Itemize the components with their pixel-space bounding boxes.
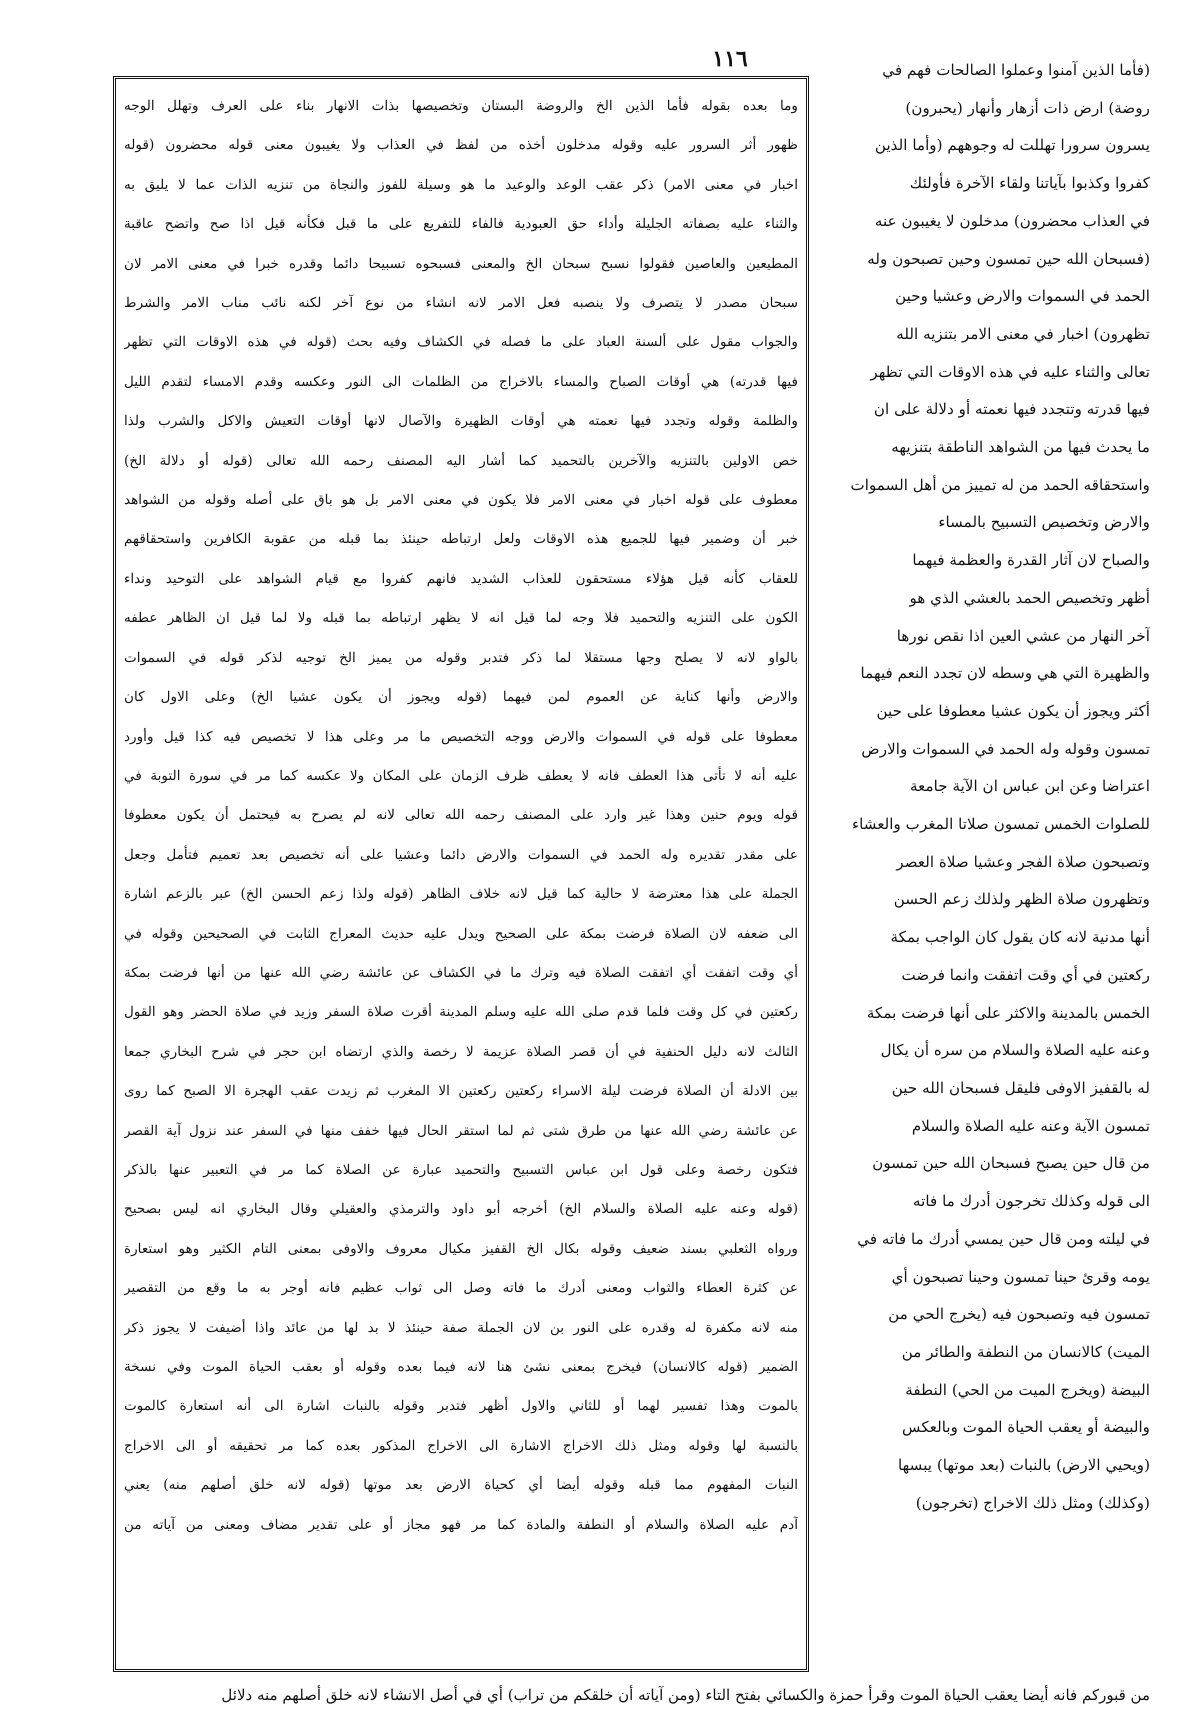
margin-line: وعنه عليه الصلاة والسلام من سره أن يكال [880,1041,1150,1060]
bottom-line: من قبوركم فانه أيضا يعقب الحياة الموت وقرأ حمزة والكسائي بفتح التاء (ومن آياته أن خلقكم من تراب) أي في أصل الانشاء لانه خلق أصلهم منه دلائل [221,1686,1150,1704]
commentary-line: آدم عليه الصلاة والسلام أو النطفة والمادة كما مر فهو مجاز أو على تقدير مضاف ومعنى من آياته من [124,1516,798,1533]
commentary-line: خص الاولين بالتنزيه والآخرين بالتحميد كما أشار اليه المصنف رحمه الله تعالى (قوله أو دلالة الخ) [124,452,798,469]
commentary-line: ورواه الثعلبي بسند ضعيف وقوله بكال الخ القفيز مكيال معروف والاوفى بمعنى التام الكثير وهو استعارة [124,1240,798,1257]
margin-line: له بالقفيز الاوفى فليقل فسبحان الله حين [891,1078,1150,1097]
commentary-line: بالواو لانه لا يصلح وجها مستقلا لما ذكر فتدبر وقوله من يميز الخ توجيه لذكر قوله في السموات [124,649,798,666]
commentary-text [124,87,798,1665]
commentary-line: معطوفا على قوله في السموات والارض ووجه التخصيص ما مر وعلى هذا لا تخصيص فيه كذا قيل وأورد [124,728,798,745]
margin-line: أكثر ويجوز أن يكون عشيا معطوفا على حين [876,701,1150,720]
commentary-line: والجواب مقول على ألسنة العباد على ما فصله في الكشاف وفيه بحث (قوله في هذه الاوقات التي تظهر [124,334,798,351]
margin-text [820,52,1150,1672]
margin-line: آخر النهار من عشي العين اذا نقص نورها [896,626,1150,645]
commentary-line: منه لانه مكفرة له وقدره على النور بن لان الجملة صفة حينئذ لا بد لها من عائد واذا أضيفت لا يجوز ذكر [124,1319,798,1336]
commentary-line: سبحان مصدر لا يتصرف ولا ينصبه فعل الامر لانه انشاء من نوع آخر لكنه نائب مناب الامر والشرط [124,295,798,312]
commentary-line: الثالث لانه دليل الحنفية في أن قصر الصلاة عزيمة لا رخصة والذي ارتضاه ابن حجر في شرح البخاري جمعا [124,1043,798,1060]
commentary-line: فيها قدرته) هي أوقات الصباح والمساء بالاخراج من الظلمات الى النور وعكسه وقدم الامساء لتقدم الليل [124,373,798,390]
page-number: ١١٦ [712,46,748,72]
margin-line: في العذاب محضرون) مدخلون لا يغيبون عنه [874,211,1150,230]
commentary-line: الجملة على هذا معترضة لا حالية كما قيل لانه خلاف الظاهر (قوله ولذا زعم الحسن الخ) عبر بالزعم اشارة [124,886,798,903]
commentary-frame [113,76,809,1672]
commentary-line: ركعتين في كل وقت فلما قدم صلى الله عليه وسلم المدينة أقرت صلاة السفر وزيد في صلاة الحضر وهو القول [124,1004,798,1021]
margin-line: والصباح لان آثار القدرة والعظمة فيهما [912,551,1150,570]
margin-line: وتصبحون صلاة الفجر وعشيا صلاة العصر [896,852,1150,871]
commentary-line: الكون على التنزيه والتحميد فلا وجه لما قيل انه لا يظهر ارتباطه بما قبله ولا لما قيل ان الظاهر عطفه [124,610,798,627]
margin-line: (وكذلك) ومثل ذلك الاخراج (تخرجون) [915,1493,1150,1512]
commentary-line: على مقدر تقديره وله الحمد في السموات والارض دائما وعشيا على أنه تخصيص بعد تعميم فتأمل وجعل [124,846,798,863]
margin-line: والظهيرة التي هي وسطه لان تجدد النعم فيهما [860,664,1150,683]
margin-line: اعتراضا وعن ابن عباس ان الآية جامعة [910,777,1150,796]
commentary-line: والظلمة وقوله وتجدد فيها نعمته هي أوقات الظهيرة والآصال لانها أوقات التعيش والاكل والشرب ولذا [124,413,798,430]
margin-line: الخمس بالمدينة والاكثر على أنها فرضت بمكة [866,1003,1150,1022]
commentary-line: عليه أنه لا تأتى هذا العطف فانه لا يعطف ظرف الزمان على المكان ولا عكسه كما مر في سورة التوبة في [124,767,798,784]
margin-line: (فسبحان الله حين تمسون وحين تصبحون وله [867,249,1150,268]
commentary-line: ظهور أثر السرور عليه وقوله مدخلون أخذه من لفظ في العذاب ولا يغيبون معنى قوله محضرون (قوله [124,137,798,154]
margin-line: في ليلته ومن قال حين يمسي أدرك ما فاته في [857,1229,1150,1248]
margin-line: الميت) كالانسان من النطفة والطائر من [901,1342,1150,1361]
commentary-line: اخبار في معنى الامر) ذكر عقب الوعد والوعيد ما هو وسيلة للفوز والنجاة من تنزيه الذات عما لا يليق به [124,176,798,193]
margin-line: أنها مدنية لانه كان يقول كان الواجب بمكة [890,928,1150,947]
commentary-line: بين الادلة أن الصلاة فرضت ليلة الاسراء ركعتين ركعتين الا المغرب ثم زيدت عقب الهجرة الا الصبح كما روى [124,1083,798,1100]
commentary-line: (قوله وعنه عليه الصلاة والسلام الخ) أخرجه أبو داود والترمذي والعقيلي وقال البخاري انه ليس بصحيح [124,1201,798,1218]
commentary-line: عن كثرة العطاء والثواب ومعنى أدرك ما فاته وصل الى ثواب عظيم فانه أوجر به ما وقع من التقصير [124,1280,798,1297]
commentary-line: والثناء عليه بصفاته الجليلة وأداء حق العبودية فالفاء للتفريع على ما قبل فكأنه قيل اذا صح واتضح عاقبة [124,216,798,233]
margin-line: ما يحدث فيها من الشواهد الناطقة بتنزيهه [891,438,1150,457]
margin-line: الى قوله وكذلك تخرجون أدرك ما فاته [913,1192,1150,1211]
margin-line: يومه وقرئ حينا تمسون وحينا تصبحون أي [891,1267,1150,1286]
commentary-line: النبات المفهوم مما قبله وقوله أيضا أي كحياة الارض بعد موتها (قوله لانه خلق أصلهم منه) يعني [124,1477,798,1494]
margin-line: وتظهرون صلاة الظهر ولذلك زعم الحسن [893,890,1150,909]
margin-line: البيضة (ويخرج الميت من الحي) النطفة [905,1380,1150,1399]
margin-line: تعالى والثناء عليه في هذه الاوقات التي تظهر [870,362,1150,381]
margin-line: يسرون سرورا تهللت له وجوههم (وأما الذين [874,136,1150,155]
margin-line: والبيضة أو يعقب الحياة الموت وبالعكس [902,1418,1150,1437]
commentary-line: والارض وأنها كناية عن العموم لمن فيهما (قوله ويجوز أن يكون عشيا الخ) وعلى الاول كان [124,689,798,706]
commentary-line: معطوف على قوله اخبار في معنى الامر فلا يكون في معنى الامر بل هو باق على أصله وقوله من الشواهد [124,492,798,509]
margin-line: روضة) ارض ذات أزهار وأنهار (يحبرون) [905,98,1150,117]
margin-line: كفروا وكذبوا بآياتنا ولقاء الآخرة فأولئك [909,174,1150,193]
margin-line: والارض وتخصيص التسبيح بالمساء [938,513,1150,532]
margin-line: أظهر وتخصيص الحمد بالعشي الذي هو [909,588,1150,607]
margin-line: من قال حين يصبح فسبحان الله حين تمسون [872,1154,1150,1173]
commentary-line: خبر أن وضمير فيها للجميع هذه الاوقات ولعل ارتباطه حينئذ بما قبله من عقوبة الكافرين واستحقاقهم [124,531,798,548]
commentary-line: قوله ويوم حنين وهذا غير وارد على المصنف رحمه الله تعالى لانه لم يصرح به فيحتمل أن يكون معطوفا [124,807,798,824]
margin-line: واستحقاقه الحمد من له تمييز من أهل السموات [850,475,1150,494]
commentary-line: بالموت وهذا تفسير لهما أو للثاني والاول أظهر فتدبر وقوله بالنبات اشارة الى أنه استعارة كالموت [124,1398,798,1415]
commentary-line: الى ضعفه لان الصلاة فرضت بمكة على الصحيح ويدل عليه حديث المعراج الثابت في الصحيحين وقوله في [124,925,798,942]
margin-line: تمسون فيه وتصبحون فيه (يخرج الحي من [888,1305,1150,1324]
margin-line: (ويحيي الارض) بالنبات (بعد موتها) يبسها [898,1456,1150,1475]
margin-line: فيها قدرته وتتجدد فيها نعمته أو دلالة على ان [873,400,1150,419]
commentary-line: عن عائشة رضي الله عنها من طرق شتى ثم لما استقر الحال فيها خفف منها في السفر عند نزول آية القصر [124,1122,798,1139]
margin-line: ركعتين في أي وقت اتفقت وانما فرضت [901,965,1150,984]
margin-line: (فأما الذين آمنوا وعملوا الصالحات فهم في [882,61,1150,79]
commentary-line: الضمير (قوله كالانسان) فيخرج بمعنى نشئ هنا لانه فيما بعده وقوله أو بعقب الحياة الموت وفي نسخة [124,1359,798,1375]
margin-line: للصلوات الخمس تمسون صلاتا المغرب والعشاء [852,815,1150,834]
commentary-line: للعقاب كأنه قيل هؤلاء مستحقون للعذاب الشديد فانهم كفروا مع قيام الشواهد على التوحيد ونداء [124,570,798,587]
commentary-line: بالنسبة لها وقوله ومثل ذلك الاخراج الاشارة الى الاخراج المذكور بعده كما مر تحقيقه أو الى الاخراج [124,1437,798,1454]
margin-line: تمسون الآية وعنه عليه الصلاة والسلام [911,1116,1150,1135]
margin-line: الحمد في السموات والارض وعشيا وحين [895,287,1150,306]
margin-line: تمسون وقوله وله الحمد في السموات والارض [861,739,1150,758]
commentary-line: فتكون رخصة وعلى قول ابن عباس التسبيح والتحميد عبارة عن الصلاة كما مر في التعبير عنها بالذكر [124,1161,798,1178]
commentary-line: المطيعين والعاصين فقولوا نسبح سبحان الخ والمعنى فسبحوه تسبيحا دائما وقدره خبرا في معنى الامر لان [124,255,798,272]
margin-line: تظهرون) اخبار في معنى الامر بتنزيه الله [896,324,1150,343]
commentary-line: وما بعده بقوله فأما الذين الخ والروضة البستان وتخصيصها بذات الانهار بناء على العرف وتهلل الوجه [124,98,798,114]
commentary-line: أي وقت اتفقت أي اتفقت الصلاة فيه وترك ما في الكشاف عن عائشة رضي الله عنها من أنها فرضت بمكة [124,964,798,981]
